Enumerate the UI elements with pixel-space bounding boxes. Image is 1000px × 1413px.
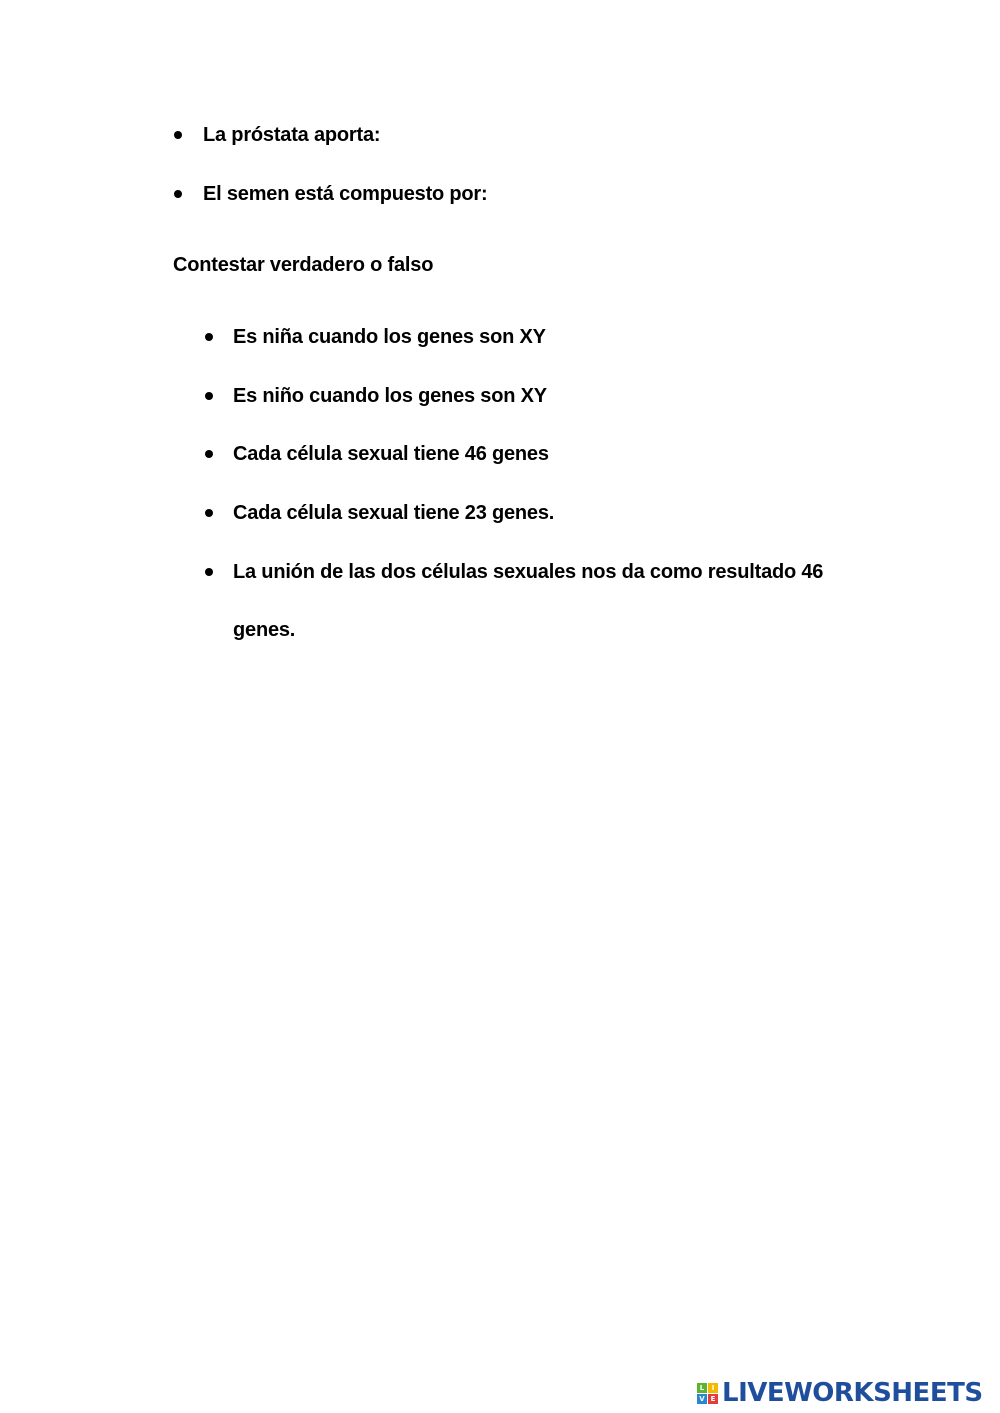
logo-mark-letter: I (708, 1383, 718, 1393)
liveworksheets-logo (697, 1378, 983, 1408)
bullet-icon (174, 190, 182, 198)
statement-item: Es niña cuando los genes son XY (233, 326, 546, 348)
bullet-icon (174, 131, 182, 139)
instruction-heading: Contestar verdadero o falso (173, 254, 434, 276)
bullet-icon (205, 509, 213, 517)
logo-text: LIVEWORKSHEETS (722, 1378, 983, 1408)
question-semen: El semen está compuesto por: (203, 183, 488, 205)
logo-mark-letter: L (697, 1383, 707, 1393)
statement-item: Es niño cuando los genes son XY (233, 385, 547, 407)
logo-mark-letter: V (697, 1394, 707, 1404)
bullet-icon (205, 333, 213, 341)
logo-mark-letter: E (708, 1394, 718, 1404)
statement-item: Cada célula sexual tiene 46 genes (233, 443, 549, 465)
bullet-icon (205, 392, 213, 400)
question-prostata: La próstata aporta: (203, 124, 381, 146)
bullet-icon (205, 568, 213, 576)
statement-item: Cada célula sexual tiene 23 genes. (233, 502, 555, 524)
statement-item-continuation: genes. (233, 619, 296, 641)
bullet-icon (205, 450, 213, 458)
liveworksheets-logo-icon (697, 1383, 718, 1404)
statement-item: La unión de las dos células sexuales nos da como resultado 46 (233, 561, 824, 583)
